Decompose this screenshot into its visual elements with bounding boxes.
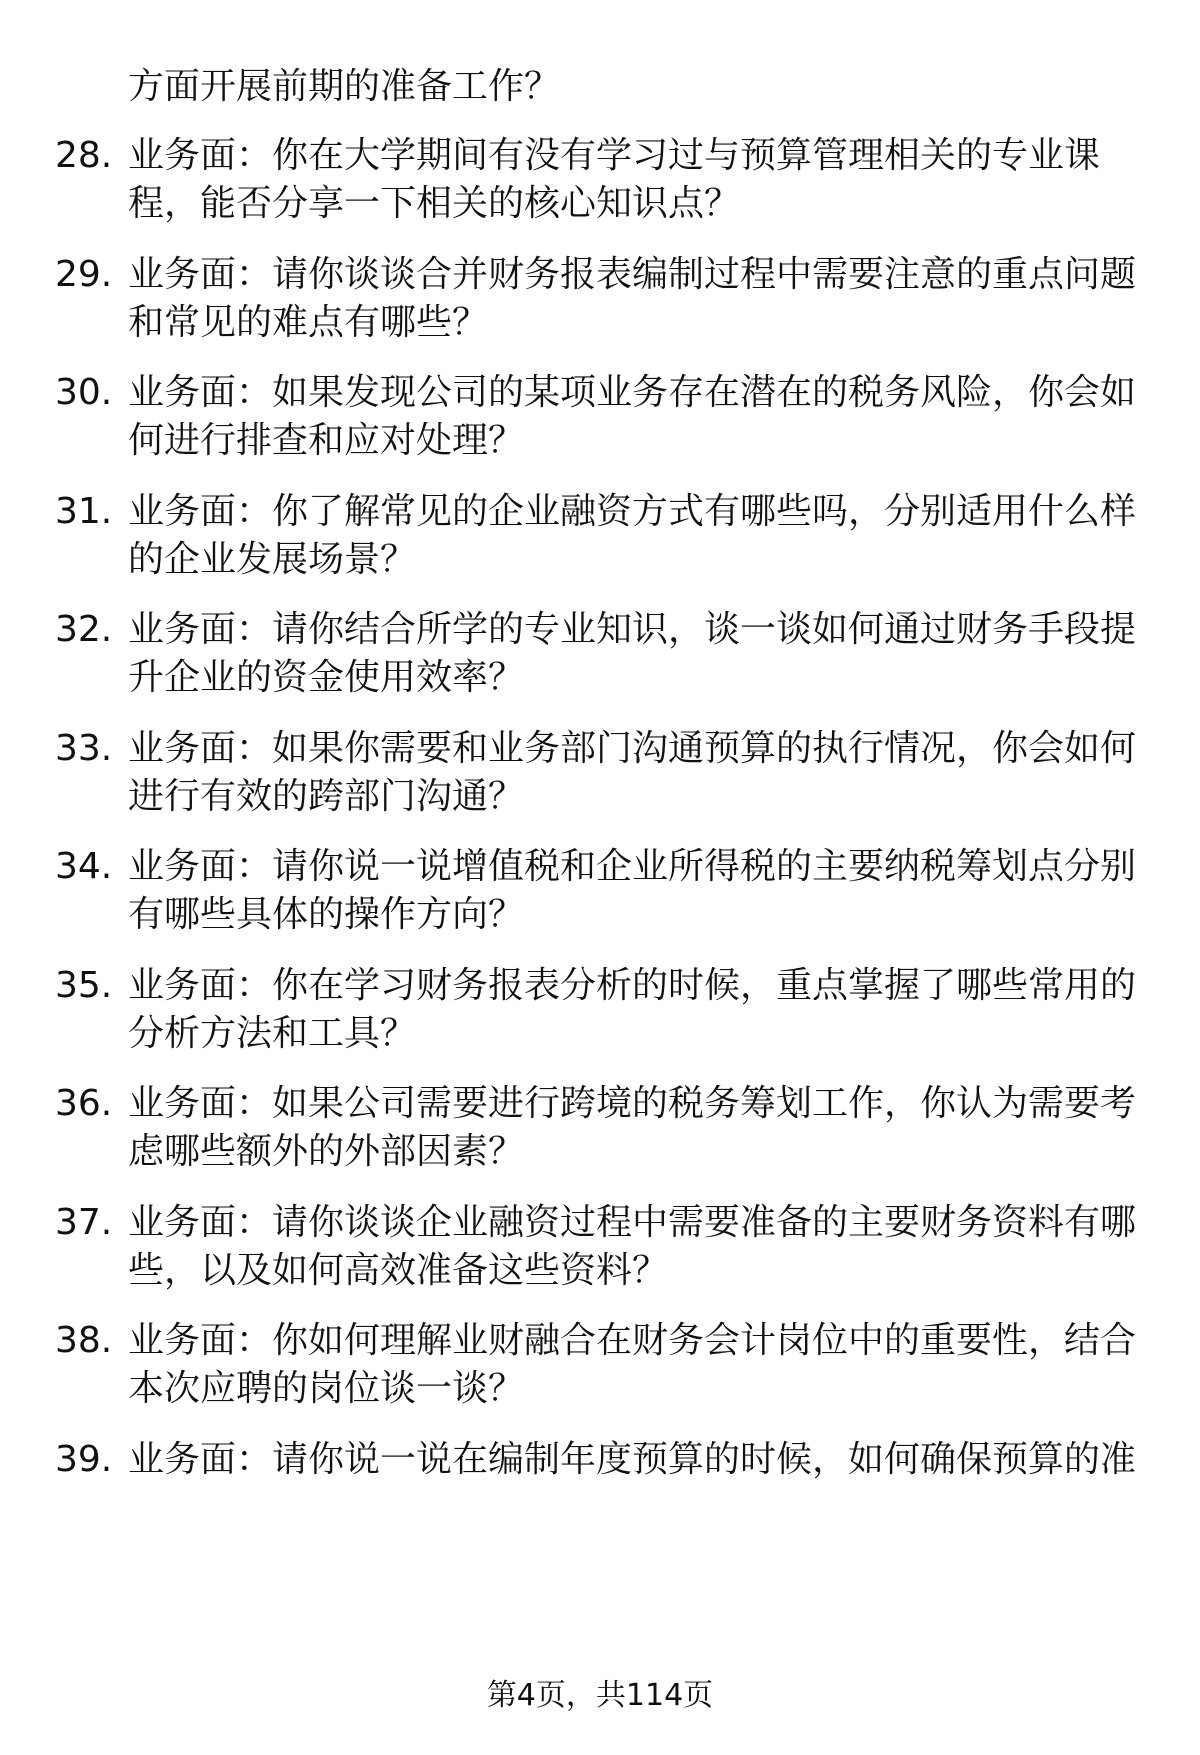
question-text: 业务面：请你谈谈企业融资过程中需要准备的主要财务资料有哪些，以及如何高效准备这些资料？ — [128, 1202, 1137, 1291]
question-number: 29. — [55, 254, 113, 295]
question-number: 39. — [55, 1439, 113, 1480]
question-number: 38. — [55, 1320, 113, 1361]
question-text: 业务面：请你结合所学的专业知识，谈一谈如何通过财务手段提升企业的资金使用效率？ — [128, 609, 1137, 698]
question-number: 35. — [55, 965, 113, 1006]
question-number: 37. — [55, 1202, 113, 1243]
question-text: 业务面：如果你需要和业务部门沟通预算的执行情况，你会如何进行有效的跨部门沟通？ — [128, 728, 1137, 817]
question-text: 业务面：请你谈谈合并财务报表编制过程中需要注意的重点问题和常见的难点有哪些？ — [128, 254, 1137, 343]
page-footer: 第4页，共114页 — [486, 1678, 714, 1713]
question-text: 业务面：你在大学期间有没有学习过与预算管理相关的专业课程，能否分享一下相关的核心知识点？ — [128, 135, 1101, 224]
question-text: 业务面：你了解常见的企业融资方式有哪些吗，分别适用什么样的企业发展场景？ — [128, 491, 1137, 580]
question-number: 36. — [55, 1083, 113, 1124]
question-number: 32. — [55, 609, 113, 650]
question-number: 33. — [55, 728, 113, 769]
question-text: 业务面：你如何理解业财融合在财务会计岗位中的重要性，结合本次应聘的岗位谈一谈？ — [128, 1320, 1137, 1409]
question-text: 业务面：请你说一说在编制年度预算的时候，如何确保预算的准 — [128, 1439, 1137, 1480]
question-number: 30. — [55, 372, 113, 413]
question-text: 业务面：如果发现公司的某项业务存在潜在的税务风险，你会如何进行排查和应对处理？ — [128, 372, 1137, 461]
continuation-text: 方面开展前期的准备工作？ — [128, 66, 561, 107]
question-number: 34. — [55, 846, 113, 887]
question-text: 业务面：你在学习财务报表分析的时候，重点掌握了哪些常用的分析方法和工具？ — [128, 965, 1137, 1054]
question-number: 28. — [55, 135, 113, 176]
question-number: 31. — [55, 491, 113, 532]
question-text: 业务面：请你说一说增值税和企业所得税的主要纳税筹划点分别有哪些具体的操作方向？ — [128, 846, 1137, 935]
question-text: 业务面：如果公司需要进行跨境的税务筹划工作，你认为需要考虑哪些额外的外部因素？ — [128, 1083, 1137, 1172]
